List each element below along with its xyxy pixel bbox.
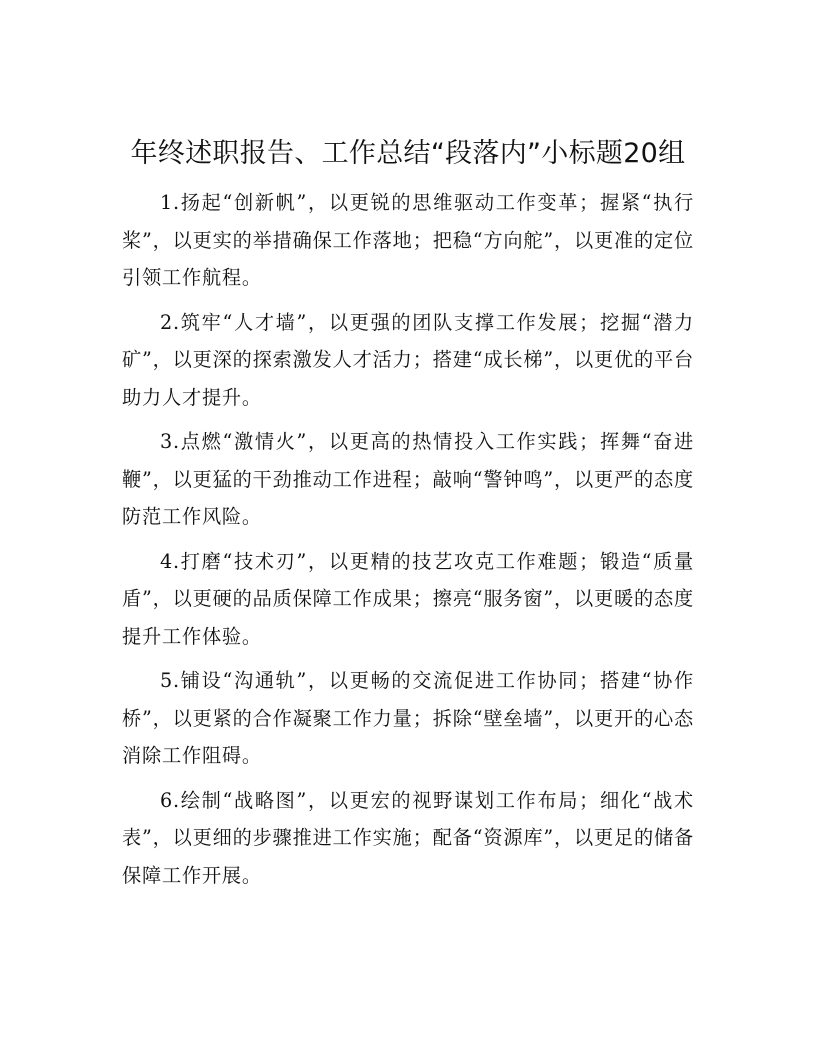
paragraph-2: 2.筑牢“人才墙”，以更强的团队支撑工作发展；挖掘“潜力矿”，以更深的探索激发人才活力；搭建“成长梯”，以更优的平台助力人才提升。	[122, 310, 694, 409]
paragraph-5: 5.铺设“沟通轨”，以更畅的交流促进工作协同；搭建“协作桥”，以更紧的合作凝聚工作力量；拆除“壁垒墙”，以更开的心态消除工作阻碍。	[122, 669, 694, 767]
document-page	[122, 136, 694, 901]
paragraph-6: 6.绘制“战略图”，以更宏的视野谋划工作布局；细化“战术表”，以更细的步骤推进工作实施；配备“资源库”，以更足的储备保障工作开展。	[122, 788, 694, 887]
paragraph-4: 4.打磨“技术刃”，以更精的技艺攻克工作难题；锻造“质量盾”，以更硬的品质保障工作成果；擦亮“服务窗”，以更暖的态度提升工作体验。	[122, 549, 694, 648]
paragraph-3: 3.点燃“激情火”，以更高的热情投入工作实践；挥舞“奋进鞭”，以更猛的干劲推动工作进程；敲响“警钟鸣”，以更严的态度防范工作风险。	[122, 430, 694, 528]
paragraph-1: 1.扬起“创新帆”，以更锐的思维驱动工作变革；握紧“执行桨”，以更实的举措确保工作落地；把稳“方向舵”，以更准的定位引领工作航程。	[122, 191, 694, 289]
document-title: 年终述职报告、工作总结“段落内”小标题20组	[130, 138, 686, 169]
